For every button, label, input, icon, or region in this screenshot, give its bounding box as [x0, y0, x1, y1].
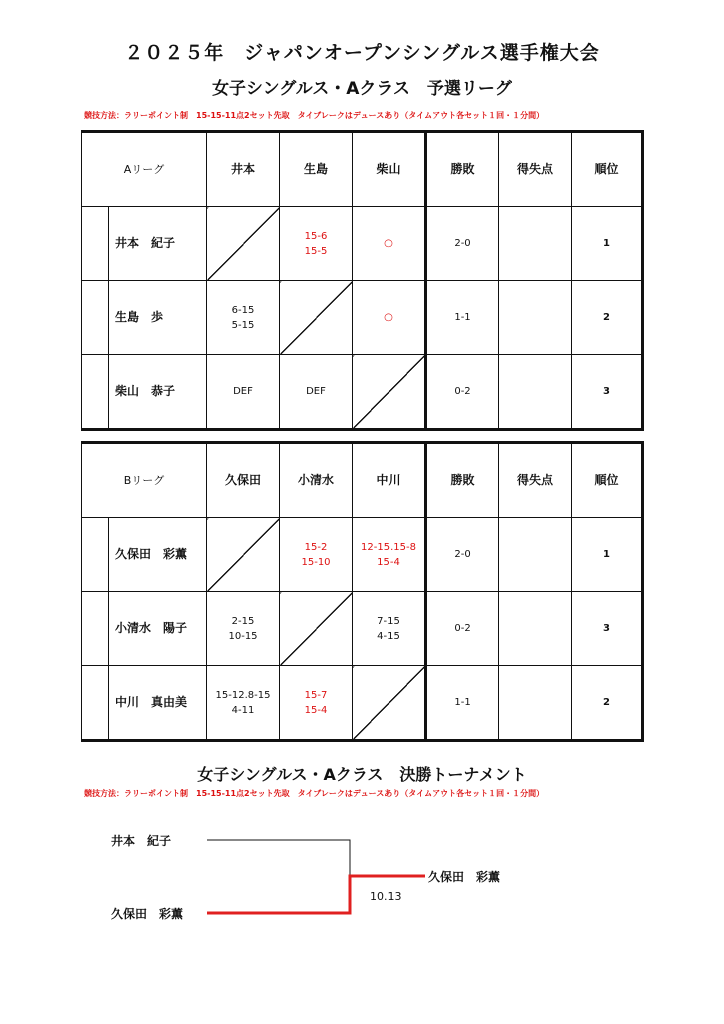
table-row: [82, 518, 643, 592]
rank-cell: 1: [572, 207, 643, 281]
match-score: DEF: [280, 355, 353, 430]
diagonal-cell: [280, 592, 353, 666]
player-name: 中川 真由美: [109, 666, 207, 741]
points-header: 得失点: [499, 443, 572, 518]
page-subtitle: 女子シングルス・Aクラス 予選リーグ: [212, 79, 512, 99]
col-header: 久保田: [207, 443, 280, 518]
table-row: [82, 281, 643, 355]
rank-header: 順位: [572, 443, 643, 518]
points-cell: [499, 666, 572, 741]
points-cell: [499, 518, 572, 592]
diagonal-cell: [280, 281, 353, 355]
col-header: 井本: [207, 132, 280, 207]
diagonal-cell: [353, 355, 426, 430]
league-b-table: [81, 441, 644, 742]
rank-cell: 2: [572, 666, 643, 741]
result-header: 勝敗: [426, 132, 499, 207]
points-cell: [499, 207, 572, 281]
col-header: 柴山: [353, 132, 426, 207]
player-name: 柴山 恭子: [109, 355, 207, 430]
page-title: ２０２５年 ジャパンオープンシングルス選手権大会: [124, 42, 600, 64]
result-cell: 0-2: [426, 355, 499, 430]
match-score: 15-12.8-15 4-11: [207, 666, 280, 741]
result-cell: 1-1: [426, 666, 499, 741]
tournament-rules-text: 競技方法：ラリーポイント制 15-15-11点2セット先取 タイブレークはデュースあり（タイムアウト各セット１回・１分間）: [84, 789, 545, 798]
match-score: 15-7 15-4: [280, 666, 353, 741]
league-b-label: Bリーグ: [82, 443, 207, 518]
player-name: 小清水 陽子: [109, 592, 207, 666]
player-name: 久保田 彩薫: [109, 518, 207, 592]
rank-cell: 1: [572, 518, 643, 592]
rank-cell: 2: [572, 281, 643, 355]
rank-header: 順位: [572, 132, 643, 207]
bracket-player-top: 井本 紀子: [111, 834, 172, 848]
match-score: 15-2 15-10: [280, 518, 353, 592]
final-score: 10.13: [370, 890, 402, 903]
points-cell: [499, 281, 572, 355]
match-score: 15-6 15-5: [280, 207, 353, 281]
diagonal-cell: [207, 207, 280, 281]
rank-cell: 3: [572, 592, 643, 666]
result-cell: 2-0: [426, 207, 499, 281]
table-row: [82, 207, 643, 281]
col-header: 小清水: [280, 443, 353, 518]
tournament-title: 女子シングルス・Aクラス 決勝トーナメント: [197, 765, 527, 784]
match-score: DEF: [207, 355, 280, 430]
player-name: 生島 歩: [109, 281, 207, 355]
result-cell: 1-1: [426, 281, 499, 355]
result-cell: 2-0: [426, 518, 499, 592]
player-name: 井本 紀子: [109, 207, 207, 281]
bracket-player-bottom: 久保田 彩薫: [111, 907, 184, 921]
match-score: 12-15.15-8 15-4: [353, 518, 426, 592]
match-win-mark: ○: [353, 207, 426, 281]
result-cell: 0-2: [426, 592, 499, 666]
match-score: 6-15 5-15: [207, 281, 280, 355]
points-cell: [499, 592, 572, 666]
table-row: [82, 592, 643, 666]
points-cell: [499, 355, 572, 430]
diagonal-cell: [353, 666, 426, 741]
result-header: 勝敗: [426, 443, 499, 518]
col-header: 中川: [353, 443, 426, 518]
table-row: [82, 355, 643, 430]
match-score: 2-15 10-15: [207, 592, 280, 666]
rank-cell: 3: [572, 355, 643, 430]
league-a-table: [81, 130, 644, 431]
table-row: [82, 666, 643, 741]
rules-text: 競技方法：ラリーポイント制 15-15-11点2セット先取 タイブレークはデュースあり（タイムアウト各セット１回・１分間）: [84, 111, 545, 120]
points-header: 得失点: [499, 132, 572, 207]
col-header: 生島: [280, 132, 353, 207]
bracket-line-top: [207, 840, 350, 876]
bracket-winner: 久保田 彩薫: [428, 870, 501, 884]
match-score: 7-15 4-15: [353, 592, 426, 666]
match-win-mark: ○: [353, 281, 426, 355]
diagonal-cell: [207, 518, 280, 592]
league-a-label: Aリーグ: [82, 132, 207, 207]
